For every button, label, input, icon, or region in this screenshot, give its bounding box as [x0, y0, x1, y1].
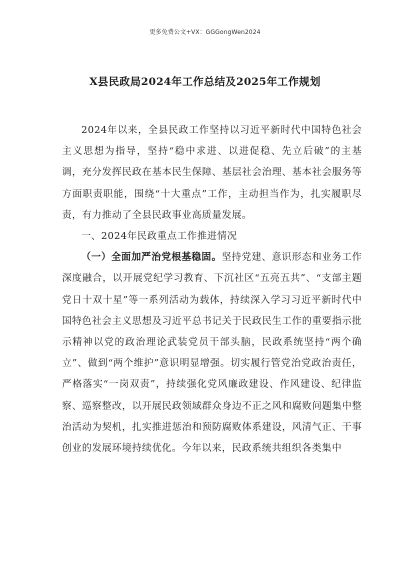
document-body: [62, 120, 362, 459]
intro-paragraph: 2024年以来，全县民政工作坚持以习近平新时代中国特色社会主义思想为指导，坚持“稳中求进、以进促稳、先立后破”的主基调，充分发挥民政在基本民生保障、基层社会治理、基本社会服务等方面职责职能，围绕“十大重点”工作，主动担当作为，扎实履职尽责，有力推动了全县民政事业高质量发展。: [62, 125, 362, 221]
item-1-paragraph: [62, 247, 362, 459]
document-title: X县民政局2024年工作总结及2025年工作规划: [89, 76, 321, 88]
header-note: 更多免费公文+VX：GGGongWen2024: [149, 29, 261, 36]
section-heading-1: 一、2024年民政重点工作推进情况: [81, 231, 238, 243]
item-1-lead: （一）全面加严治党根基稳固。: [81, 252, 222, 264]
item-1-text: 坚持党建、意识形态和业务工作深度融合，以开展党纪学习教育、下沉社区“五亮五共”、“支部主题党日十双十星”等一系列活动为载体，持续深入学习习近平新时代中国特色社会主义思想及习近平总书记关于民政民生工作的重要指示批示精神以党的政治理论武装党员干部头脑，民政系统坚持“两个确立”、做到“两个维护”意识明显增强。切实履行管党治党政治责任，严格落实“一岗双责”，持续强化党风廉政建设、作风建设、纪律监察、巡察整改，以开展民政领域群众身边不正之风和腐败问题集中整治活动为契机，扎实推进惩治和预防腐败体系建设，风清气正、干事创业的发展环境持续优化。今年以来，民政系统共组织各类集中: [62, 252, 362, 455]
